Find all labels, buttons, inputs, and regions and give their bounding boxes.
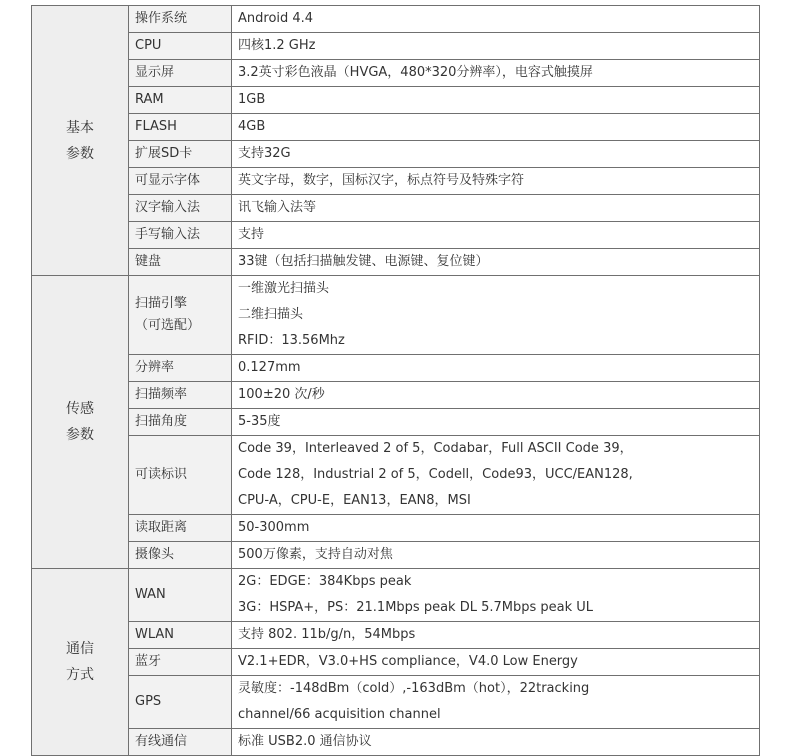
table-row [32,60,760,87]
spec-value-line: 2G：EDGE：384Kbps peak [238,574,412,589]
table-row [32,569,760,622]
spec-value [232,168,760,195]
group-header [32,276,129,569]
spec-label [129,729,232,756]
table-row [32,87,760,114]
spec-label-text: GPS [135,694,162,709]
spec-value-line: channel/66 acquisition channel [238,707,441,722]
spec-value [232,222,760,249]
spec-value-line: Code 128，Industrial 2 of 5，Codell，Code93，UCC/EAN128, [238,467,633,482]
spec-value [232,542,760,569]
table-row [32,141,760,168]
table-row [32,276,760,355]
spec-value-line: 3G：HSPA+，PS：21.1Mbps peak DL 5.7Mbps peak UL [238,600,594,615]
table-row [32,382,760,409]
spec-label-text: 分辨率 [135,360,175,375]
spec-value [232,276,760,355]
spec-value-line: Code 39，Interleaved 2 of 5，Codabar，Full ASCII Code 39， [238,441,633,456]
spec-value-line: 4GB [238,119,266,134]
spec-label-text: 扫描引擎 [135,296,188,311]
spec-value [232,114,760,141]
spec-value-line: 33键（包括扫描触发键、电源键、复位键） [238,254,489,269]
spec-label [129,168,232,195]
spec-value [232,249,760,276]
spec-value-line: 一维激光扫描头 [238,281,330,296]
spec-label-text: CPU [135,38,162,53]
spec-value-line: 标准 USB2.0 通信协议 [238,734,372,749]
spec-value-line: 支持 [238,227,265,242]
table-row [32,436,760,515]
table-row [32,6,760,33]
table-row [32,649,760,676]
spec-label [129,436,232,515]
table-row [32,355,760,382]
table-row [32,676,760,729]
spec-label [129,6,232,33]
spec-label [129,649,232,676]
spec-label-text: WLAN [135,627,175,642]
spec-value-line: 1GB [238,92,266,107]
spec-label-text: 扩展SD卡 [135,146,193,161]
spec-label [129,87,232,114]
spec-value-line: 支持32G [238,146,291,161]
spec-value [232,382,760,409]
spec-value [232,622,760,649]
table-row [32,729,760,756]
spec-value [232,409,760,436]
spec-label [129,622,232,649]
spec-label-text: 汉字输入法 [135,200,201,215]
spec-value [232,569,760,622]
spec-value [232,195,760,222]
spec-label-text: 蓝牙 [135,654,162,669]
spec-value-line: RFID：13.56Mhz [238,333,345,348]
spec-label-text: RAM [135,92,164,107]
spec-value-line: V2.1+EDR，V3.0+HS compliance，V4.0 Low Energy [238,654,578,669]
spec-value [232,729,760,756]
spec-value-line: 3.2英寸彩色液晶（HVGA，480*320分辨率），电容式触摸屏 [238,65,593,80]
spec-table [31,5,760,756]
spec-value-line: 100±20 次/秒 [238,387,325,402]
spec-label-text: 显示屏 [135,65,175,80]
spec-label-text: 扫描角度 [135,414,188,429]
table-row [32,33,760,60]
spec-label-text: 键盘 [135,254,162,269]
spec-label [129,276,232,355]
spec-label [129,676,232,729]
group-title-line: 参数 [66,427,94,443]
group-title-line: 通信 [66,641,94,657]
spec-label [129,222,232,249]
table-row [32,222,760,249]
group-header [32,6,129,276]
spec-label-text: 摄像头 [135,547,175,562]
spec-value-line: 英文字母，数字，国标汉字，标点符号及特殊字符 [238,173,525,188]
table-row [32,168,760,195]
spec-value-line: 5-35度 [238,414,281,429]
spec-value [232,33,760,60]
table-row [32,542,760,569]
table-row [32,195,760,222]
spec-value [232,6,760,33]
spec-value-line: 支持 802. 11b/g/n，54Mbps [238,627,416,642]
group-title-line: 方式 [66,667,94,683]
spec-value [232,355,760,382]
table-row [32,515,760,542]
spec-label-text: 可显示字体 [135,173,201,188]
spec-value [232,515,760,542]
spec-label [129,542,232,569]
spec-value-line: 0.127mm [238,360,301,375]
spec-label-text: （可选配） [135,318,201,333]
table-row [32,622,760,649]
spec-value [232,60,760,87]
spec-label-text: 手写输入法 [135,227,201,242]
spec-label-text: WAN [135,587,166,602]
spec-label-text: 有线通信 [135,734,188,749]
spec-label [129,60,232,87]
spec-label-text: FLASH [135,119,177,134]
group-title-line: 传感 [66,401,94,417]
spec-value-line: 50-300mm [238,520,310,535]
spec-label [129,114,232,141]
spec-label [129,409,232,436]
spec-value [232,87,760,114]
spec-value [232,141,760,168]
spec-value-line: 四核1.2 GHz [238,38,316,53]
spec-label [129,249,232,276]
spec-label [129,141,232,168]
group-title-line: 基本 [66,119,94,136]
spec-value-line: CPU-A，CPU-E，EAN13，EAN8，MSI [238,493,471,508]
spec-value-line: 讯飞输入法等 [238,200,317,215]
spec-label [129,355,232,382]
table-row [32,114,760,141]
spec-value-line: 灵敏度：-148dBm（cold）,-163dBm（hot），22tracking [238,681,590,696]
spec-label-text: 扫描频率 [135,387,188,402]
spec-value [232,676,760,729]
spec-label-text: 读取距离 [135,520,188,535]
spec-label [129,382,232,409]
spec-label-text: 操作系统 [135,11,188,26]
table-row [32,409,760,436]
table-row [32,249,760,276]
spec-label [129,33,232,60]
group-title-line: 参数 [66,145,94,162]
spec-label-text: 可读标识 [135,467,188,482]
spec-value [232,436,760,515]
spec-table-body [32,6,760,756]
group-header [32,569,129,756]
spec-label [129,515,232,542]
spec-value [232,649,760,676]
spec-value-line: 500万像素，支持自动对焦 [238,547,393,562]
spec-label [129,195,232,222]
spec-value-line: Android 4.4 [238,11,314,26]
spec-value-line: 二维扫描头 [238,307,304,322]
spec-label [129,569,232,622]
